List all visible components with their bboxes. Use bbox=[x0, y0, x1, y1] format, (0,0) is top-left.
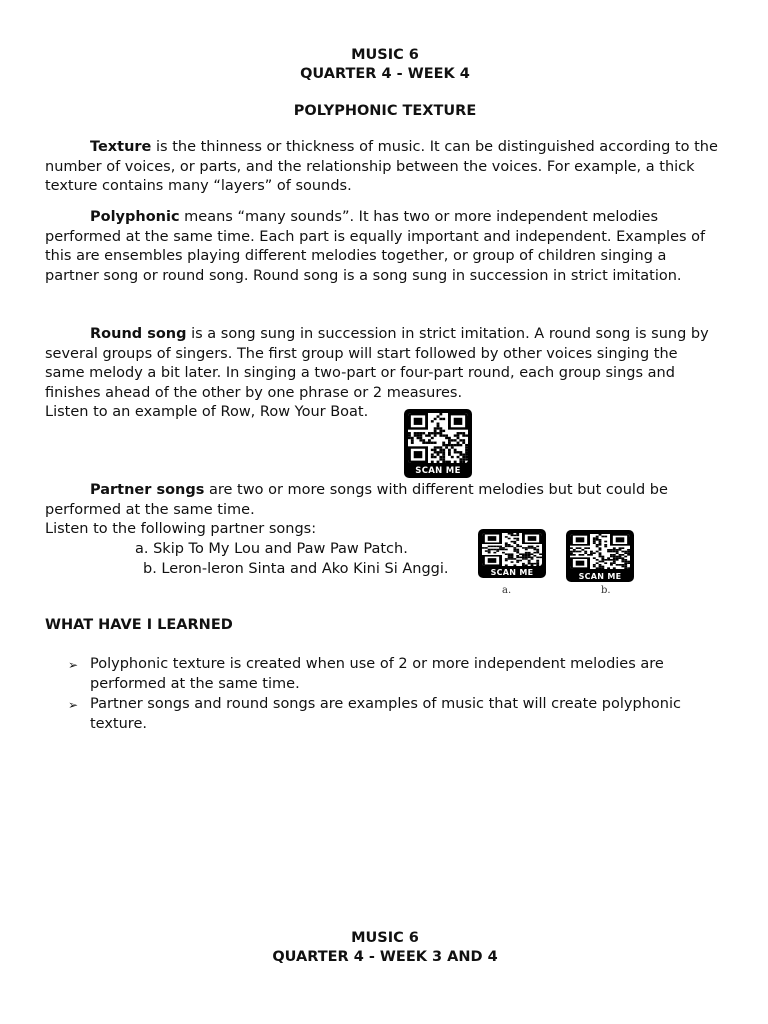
qr-code-icon bbox=[570, 534, 630, 569]
qr-code-pattern bbox=[570, 534, 630, 569]
partner-songs-term: Partner songs bbox=[90, 482, 205, 498]
partner-song-item-a: a. Skip To My Lou and Paw Paw Patch. bbox=[135, 541, 408, 557]
header-quarter-week: QUARTER 4 - WEEK 4 bbox=[300, 66, 470, 82]
learned-bullet-1: Polyphonic texture is created when use of 2 or more independent melodies are performed at the same time. bbox=[90, 656, 664, 692]
scan-me-label: SCAN ME bbox=[490, 568, 534, 577]
header-subject: MUSIC 6 bbox=[351, 47, 419, 63]
scan-me-label: SCAN ME bbox=[415, 466, 461, 476]
arrow-bullet-icon: ➢ bbox=[68, 658, 79, 672]
polyphonic-definition: means “many sounds”. It has two or more independent melodies performed at the same time. Each part is equally important and independent. Examples of this are ensembles playing different melodies together, or group of children singing a partner song or round song. Round song is a song sung in succession in strict imitation. bbox=[45, 209, 706, 284]
page-title: POLYPHONIC TEXTURE bbox=[293, 103, 477, 119]
texture-paragraph bbox=[45, 138, 721, 197]
qr-code-partner-song-b[interactable] bbox=[566, 530, 634, 582]
partner-songs-definition: are two or more songs with different melodies but but could be performed at the same time. bbox=[45, 482, 668, 518]
polyphonic-term: Polyphonic bbox=[90, 209, 180, 225]
page-header bbox=[45, 46, 725, 84]
qr-code-partner-song-a[interactable] bbox=[478, 529, 546, 578]
qr-code-icon bbox=[482, 533, 542, 566]
round-song-paragraph bbox=[45, 325, 721, 423]
arrow-bullet-icon: ➢ bbox=[68, 698, 79, 712]
what-have-i-learned-heading: WHAT HAVE I LEARNED bbox=[45, 617, 233, 633]
page-footer bbox=[45, 929, 725, 967]
partner-song-item-b: b. Leron-leron Sinta and Ako Kini Si Anggi. bbox=[143, 561, 449, 577]
scan-me-label: SCAN ME bbox=[578, 572, 622, 581]
texture-definition: is the thinness or thickness of music. It can be distinguished according to the number of voices, or parts, and the relationship between the voices. For example, a thick texture contains many “layers” of sounds. bbox=[45, 139, 718, 195]
qr-code-pattern bbox=[482, 533, 542, 566]
footer-quarter-week: QUARTER 4 - WEEK 3 AND 4 bbox=[272, 949, 498, 965]
learned-bullet-2: Partner songs and round songs are examples of music that will create polyphonic texture. bbox=[90, 696, 681, 732]
qr-code-icon bbox=[408, 413, 468, 463]
qr-code-row-row-your-boat[interactable] bbox=[404, 409, 472, 478]
footer-subject: MUSIC 6 bbox=[351, 930, 419, 946]
round-song-listen-text: Listen to an example of Row, Row Your Boat. bbox=[45, 404, 369, 421]
partner-songs-listen-text: Listen to the following partner songs: bbox=[45, 521, 317, 537]
partner-songs-paragraph bbox=[45, 481, 721, 520]
texture-term: Texture bbox=[90, 139, 152, 155]
qr-caption-a: a. bbox=[502, 585, 512, 596]
document-page bbox=[45, 0, 720, 1024]
polyphonic-paragraph bbox=[45, 208, 721, 286]
round-song-term: Round song bbox=[90, 326, 187, 342]
round-song-definition: is a song sung in succession in strict imitation. A round song is sung by several groups of singers. The first group will start followed by other voices singing the same melody a bit later. In singing a two-part or four-part round, each group sings and finishes ahead of the other by one phrase or 2 measures. bbox=[45, 326, 709, 401]
qr-caption-b: b. bbox=[601, 585, 611, 596]
qr-code-pattern bbox=[408, 413, 468, 463]
